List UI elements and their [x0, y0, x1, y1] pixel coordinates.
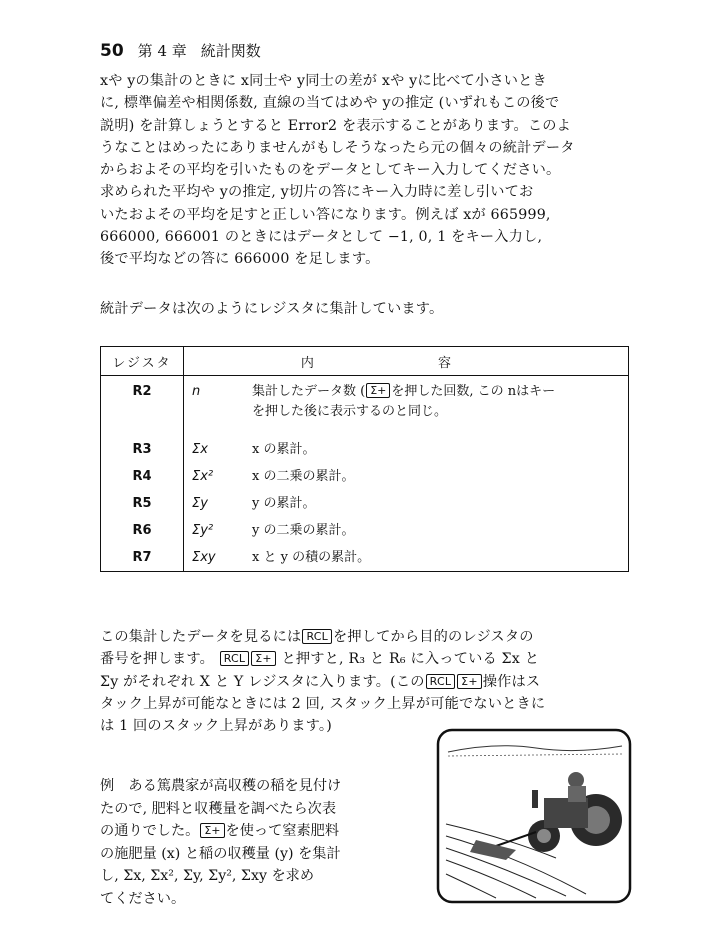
register-name: R7 [101, 544, 184, 572]
table-row [101, 463, 629, 490]
table-row [101, 544, 629, 572]
text-line: 例 ある篤農家が高収穫の稲を見付け [100, 778, 342, 794]
register-symbol: Σy [192, 496, 208, 511]
desc-text: を押した後に表示するのと同じ。 [252, 404, 448, 419]
register-name: R5 [101, 490, 184, 517]
sigma-plus-key: Σ+ [251, 651, 276, 666]
front-wheel-hub [537, 829, 551, 843]
text-line: し, Σx, Σx², Σy, Σy², Σxy を求め [100, 868, 315, 884]
intro-paragraph [100, 70, 630, 271]
register-name: R4 [101, 463, 184, 490]
desc-text: を押した回数, この nはキー [391, 384, 556, 399]
rcl-key: RCL [220, 651, 250, 666]
table-row [101, 376, 629, 437]
sigma-plus-key: Σ+ [366, 383, 390, 398]
register-table [100, 346, 629, 572]
text-line: たので, 肥料と収穫量を調べたら次表 [100, 800, 337, 817]
text-line: 説明) を計算しょうとすると Error2 を表示することがあります。このよ [100, 117, 572, 134]
text-line: からおよその平均を引いたものをデータとしてキー入力してください。 [100, 162, 561, 179]
chapter-title: 統計関数 [200, 42, 261, 60]
text-line: いたおよその平均を足すと正しい答になります。例えば xが 665999, [100, 206, 551, 223]
text: を押してから目的のレジスタの [332, 629, 534, 645]
text: の通りでした。 [100, 823, 200, 839]
text-line: 統計データは次のようにレジスタに集計しています。 [100, 301, 444, 317]
register-symbol: Σx [192, 442, 208, 457]
register-symbol: Σx² [192, 469, 214, 484]
text-line: タック上昇が可能なときには 2 回, スタック上昇が可能でないときに [100, 695, 546, 712]
rcl-key: RCL [426, 674, 456, 689]
column-header-content: 内 容 [184, 347, 629, 376]
register-symbol: Σy² [192, 523, 214, 538]
register-name: R6 [101, 517, 184, 544]
register-description: y の累計。 [252, 496, 316, 511]
example-paragraph [100, 775, 400, 910]
column-header-register: レジスタ [101, 347, 184, 376]
chapter-label: 第 4 章 [137, 42, 187, 60]
text: この集計したデータを見るには [100, 629, 302, 645]
register-description: x の累計。 [252, 442, 316, 457]
register-description [252, 376, 629, 437]
sigma-plus-key: Σ+ [457, 674, 482, 689]
text-line [100, 648, 630, 670]
text-line: xや yの集計のときに x同士や y同士の差が xや yに比べて小さいとき [100, 73, 547, 89]
text-line: 666000, 666001 のときにはデータとして −1, 0, 1 をキー入力し, [100, 229, 543, 246]
driver-head [568, 772, 584, 788]
sigma-plus-key: Σ+ [200, 823, 224, 838]
tractor-body [544, 798, 588, 828]
text-line: は 1 回のスタック上昇があります。) [100, 718, 332, 735]
text-line: うなことはめったにありませんがもしそうなったら元の個々の統計データ [100, 139, 575, 156]
register-intro [100, 298, 630, 320]
register-description: x の二乗の累計。 [252, 469, 355, 484]
page-header [100, 40, 261, 61]
text: を使って窒素肥料 [225, 823, 340, 839]
register-name: R3 [101, 436, 184, 463]
tractor-illustration [436, 728, 632, 904]
exhaust-pipe [532, 790, 538, 808]
page-number: 50 [100, 41, 124, 61]
text-line: てください。 [100, 890, 186, 907]
register-symbol: n [192, 384, 201, 399]
text-line [100, 671, 630, 693]
table-row [101, 490, 629, 517]
text: Σy がそれぞれ X と Y レジスタに入ります。(この [100, 673, 425, 690]
register-name: R2 [101, 376, 184, 437]
text: 操作はス [482, 673, 541, 690]
desc-text: 集計したデータ数 ( [252, 384, 366, 399]
text-line [100, 820, 400, 843]
text: 番号を押します。 [100, 651, 214, 668]
text-line: の施肥量 (x) と稲の収穫量 (y) を集計 [100, 845, 341, 862]
table-row [101, 436, 629, 463]
text-line: 求められた平均や yの推定, y切片の答にキー入力時に差し引いてお [100, 184, 534, 201]
register-description: y の二乗の累計。 [252, 523, 355, 538]
table-row [101, 517, 629, 544]
register-description: x と y の積の累計。 [252, 550, 371, 565]
text-line [100, 626, 630, 648]
recall-paragraph [100, 626, 630, 737]
register-symbol: Σxy [192, 550, 216, 565]
text-line: に, 標準偏差や相関係数, 直線の当てはめや yの推定 (いずれもこの後で [100, 95, 560, 112]
text-line: 後で平均などの答に 666000 を足します。 [100, 251, 380, 268]
driver-body [568, 786, 586, 802]
rcl-key: RCL [302, 629, 332, 644]
text: と押すと, R₃ と R₆ に入っている Σx と [281, 651, 540, 668]
